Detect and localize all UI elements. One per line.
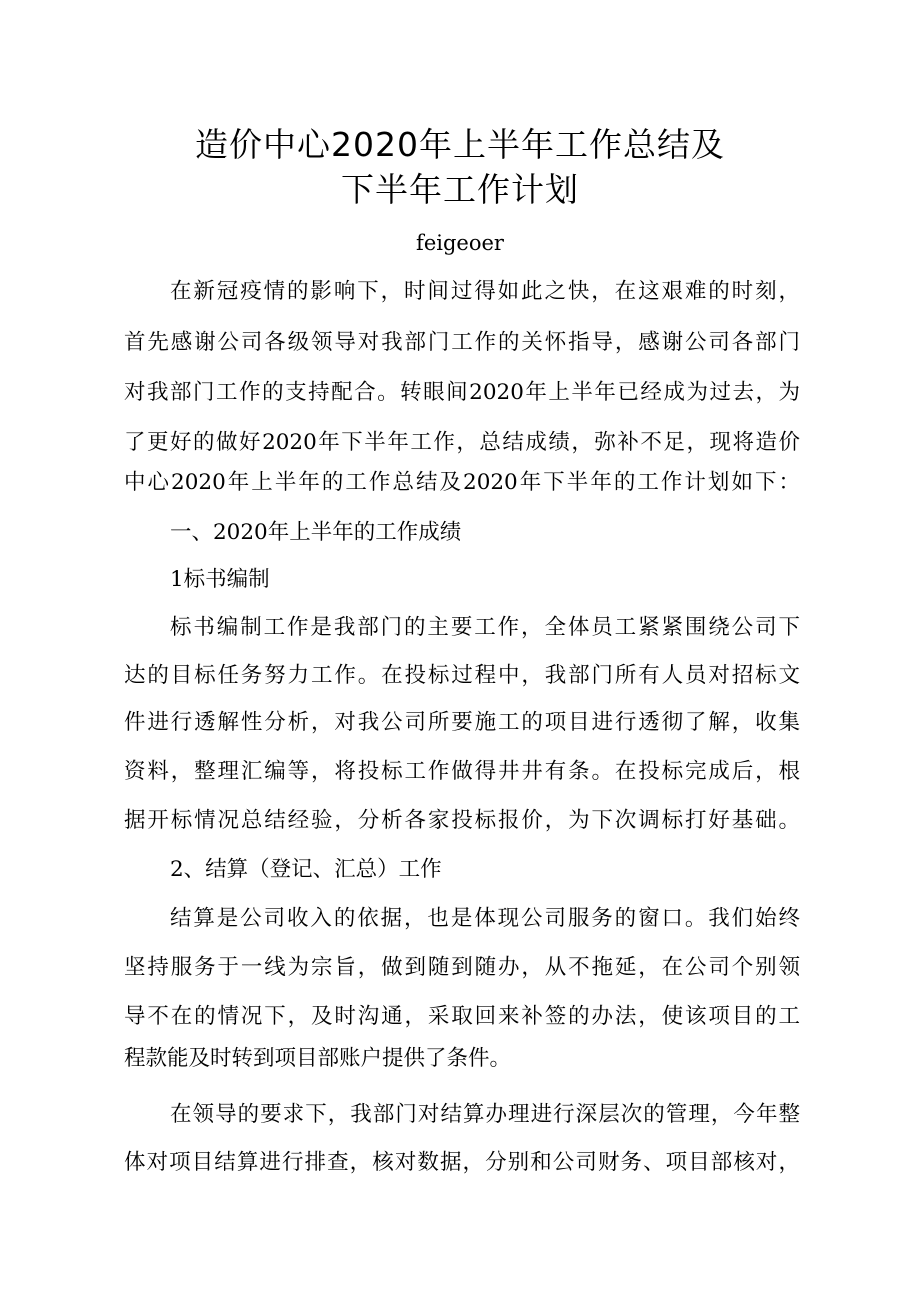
paragraph-line: 对我部门工作的支持配合。转眼间2020年上半年已经成为过去，为 (124, 380, 800, 405)
paragraph-line: 在领导的要求下，我部门对结算办理进行深层次的管理，今年整 (170, 1102, 800, 1127)
subsection-heading: 1标书编制 (170, 567, 270, 592)
paragraph-line: 体对项目结算进行排查，核对数据，分别和公司财务、项目部核对， (124, 1150, 800, 1175)
section-heading: 一、2020年上半年的工作成绩 (170, 520, 462, 545)
paragraph-line: 据开标情况总结经验，分析各家投标报价，为下次调标打好基础。 (124, 808, 800, 833)
document-title-line-1: 造价中心2020年上半年工作总结及 (195, 125, 725, 164)
paragraph-line: 达的目标任务努力工作。在投标过程中，我部门所有人员对招标文 (124, 663, 800, 688)
paragraph-line: 了更好的做好2020年下半年工作，总结成绩，弥补不足，现将造价 (124, 430, 800, 455)
document-title-line-2: 下半年工作计划 (341, 170, 579, 209)
paragraph-line: 首先感谢公司各级领导对我部门工作的关怀指导，感谢公司各部门 (124, 330, 800, 355)
paragraph-line: 坚持服务于一线为宗旨，做到随到随办，从不拖延，在公司个别领 (124, 955, 800, 980)
subsection-heading: 2、结算（登记、汇总）工作 (170, 857, 442, 882)
paragraph-line: 在新冠疫情的影响下，时间过得如此之快，在这艰难的时刻， (170, 279, 800, 304)
paragraph-line: 程款能及时转到项目部账户提供了条件。 (124, 1046, 512, 1071)
paragraph-line: 中心2020年上半年的工作总结及2020年下半年的工作计划如下： (124, 470, 800, 495)
paragraph-line: 件进行透解性分析，对我公司所要施工的项目进行透彻了解，收集 (124, 710, 800, 735)
paragraph-line: 资料，整理汇编等，将投标工作做得井井有条。在投标完成后，根 (124, 759, 800, 784)
paragraph-line: 结算是公司收入的依据，也是体现公司服务的窗口。我们始终 (170, 906, 800, 931)
paragraph-line: 导不在的情况下，及时沟通，采取回来补签的办法，使该项目的工 (124, 1004, 800, 1029)
paragraph-line: 标书编制工作是我部门的主要工作，全体员工紧紧围绕公司下 (170, 615, 800, 640)
document-author: feigeoer (416, 231, 504, 255)
